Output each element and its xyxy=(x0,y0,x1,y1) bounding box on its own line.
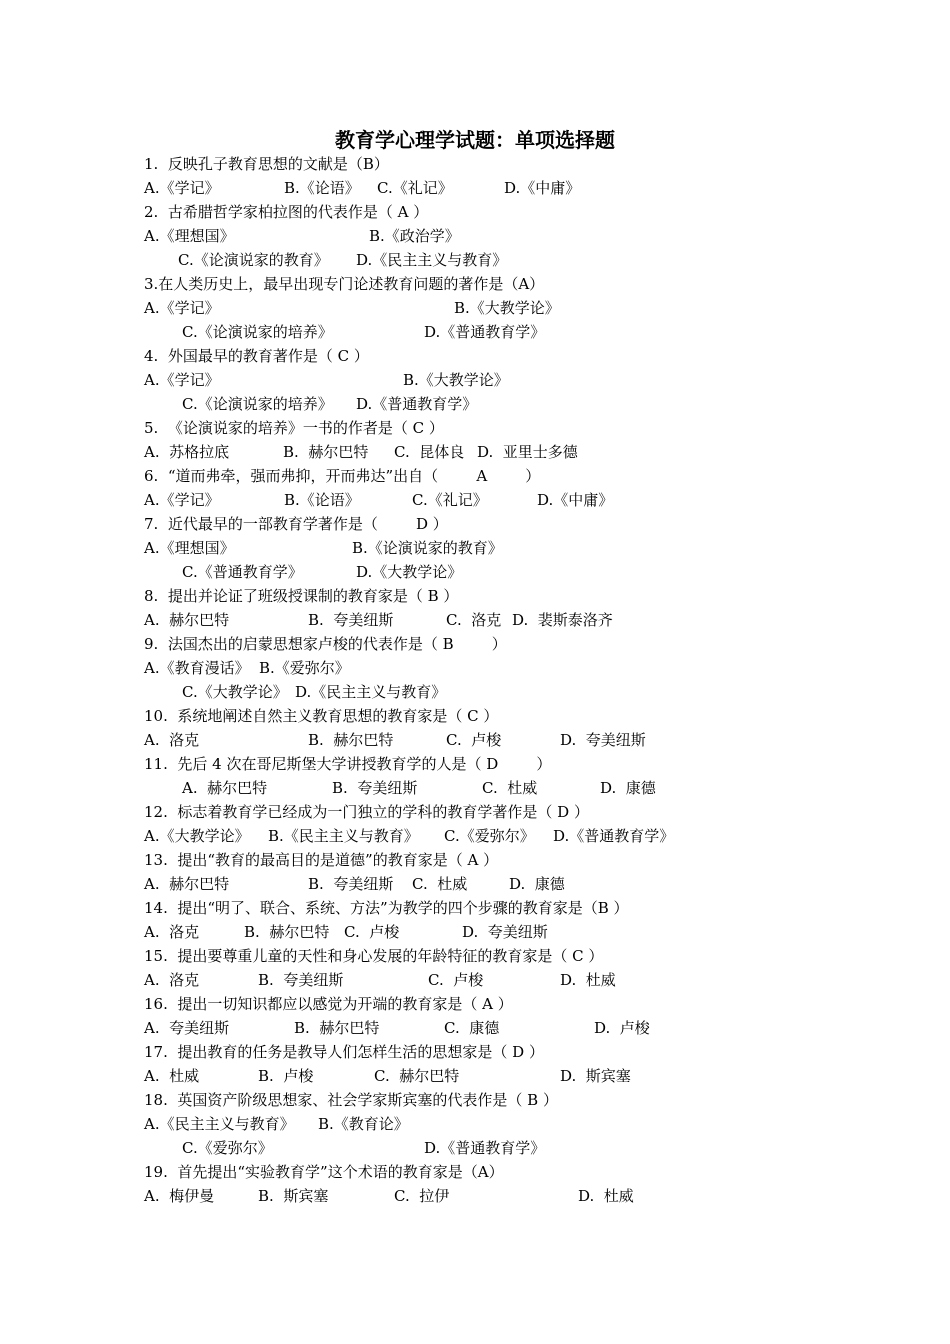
option-text: D.《民主主义与教育》 xyxy=(295,683,447,701)
option-text: D.《大教学论》 xyxy=(356,563,463,581)
option-text: B.《民主主义与教育》 xyxy=(268,827,419,845)
question-line: 4. 外国最早的教育著作是（ C ） xyxy=(144,347,369,365)
option-text: C. 赫尔巴特 xyxy=(374,1067,460,1085)
option-text: C.《论演说家的培养》 xyxy=(182,323,333,341)
option-text: C. 拉伊 xyxy=(394,1187,450,1205)
option-text: A. 杜威 xyxy=(144,1067,200,1085)
option-text: B.《教育论》 xyxy=(318,1115,409,1133)
option-text: B. 卢梭 xyxy=(258,1067,314,1085)
option-text: C.《大教学论》 xyxy=(182,683,288,701)
option-text: B. 夸美纽斯 xyxy=(332,779,418,797)
option-text: D. 康德 xyxy=(509,875,565,893)
option-text: C. 杜威 xyxy=(412,875,468,893)
option-text: D.《普通教育学》 xyxy=(356,395,478,413)
option-text: B.《论语》 xyxy=(284,179,360,197)
option-text: A.《学记》 xyxy=(144,179,220,197)
option-text: B. 赫尔巴特 xyxy=(244,923,330,941)
option-text: A. 梅伊曼 xyxy=(144,1187,215,1205)
option-text: B.《政治学》 xyxy=(369,227,460,245)
option-text: D. 夸美纽斯 xyxy=(560,731,646,749)
option-text: A.《民主主义与教育》 xyxy=(144,1115,295,1133)
option-text: B.《大教学论》 xyxy=(454,299,560,317)
option-text: B. 赫尔巴特 xyxy=(294,1019,380,1037)
question-line: 17. 提出教育的任务是教导人们怎样生活的思想家是（ D ） xyxy=(144,1043,544,1061)
option-text: A. 赫尔巴特 xyxy=(144,611,230,629)
option-text: B. 赫尔巴特 xyxy=(283,443,369,461)
option-text: A. 赫尔巴特 xyxy=(144,875,230,893)
option-text: D.《普通教育学》 xyxy=(424,323,546,341)
option-text: C. 洛克 xyxy=(446,611,502,629)
option-text: A.《教育漫话》 xyxy=(144,659,250,677)
option-text: D. 杜威 xyxy=(578,1187,634,1205)
option-text: A. 洛克 xyxy=(144,731,200,749)
question-line: 8. 提出并论证了班级授课制的教育家是（ B ） xyxy=(144,587,459,605)
option-text: A.《理想国》 xyxy=(144,539,235,557)
option-text: C. 杜威 xyxy=(482,779,538,797)
option-text: D. 斯宾塞 xyxy=(560,1067,631,1085)
question-line: 3.在人类历史上，最早出现专门论述教育问题的著作是（A） xyxy=(144,275,545,293)
option-text: C. 康德 xyxy=(444,1019,500,1037)
question-line: 15. 提出要尊重儿童的天性和身心发展的年龄特征的教育家是（ C ） xyxy=(144,947,604,965)
question-line: 9. 法国杰出的启蒙思想家卢梭的代表作是（ B ） xyxy=(144,635,507,653)
option-text: D.《民主主义与教育》 xyxy=(356,251,508,269)
option-text: D.《普通教育学》 xyxy=(553,827,675,845)
question-line: 5. 《论演说家的培养》一书的作者是（ C ） xyxy=(144,419,444,437)
option-text: D.《中庸》 xyxy=(537,491,614,509)
question-line: 12. 标志着教育学已经成为一门独立的学科的教育学著作是（ D ） xyxy=(144,803,589,821)
option-text: C.《论演说家的教育》 xyxy=(178,251,329,269)
option-text: C.《礼记》 xyxy=(377,179,453,197)
option-text: A. 洛克 xyxy=(144,923,200,941)
option-text: B.《大教学论》 xyxy=(403,371,509,389)
option-text: A. 洛克 xyxy=(144,971,200,989)
question-line: 11. 先后 4 次在哥尼斯堡大学讲授教育学的人是（ D ） xyxy=(144,755,552,773)
option-text: B.《论语》 xyxy=(284,491,360,509)
document-title: 教育学心理学试题：单项选择题 xyxy=(335,128,615,152)
option-text: D.《中庸》 xyxy=(504,179,581,197)
option-text: B. 夸美纽斯 xyxy=(308,875,394,893)
question-line: 16. 提出一切知识都应以感觉为开端的教育家是（ A ） xyxy=(144,995,513,1013)
option-text: C. 卢梭 xyxy=(446,731,502,749)
option-text: D. 康德 xyxy=(600,779,656,797)
option-text: C.《礼记》 xyxy=(412,491,488,509)
option-text: C.《爱弥尔》 xyxy=(444,827,535,845)
option-text: A.《学记》 xyxy=(144,491,220,509)
option-text: A. 苏格拉底 xyxy=(144,443,230,461)
option-text: C.《爱弥尔》 xyxy=(182,1139,273,1157)
question-line: 10. 系统地阐述自然主义教育思想的教育家是（ C ） xyxy=(144,707,499,725)
option-text: B. 夸美纽斯 xyxy=(308,611,394,629)
option-text: C. 昆体良 xyxy=(394,443,465,461)
question-line: 2. 古希腊哲学家柏拉图的代表作是（ A ） xyxy=(144,203,429,221)
option-text: D. 裴斯泰洛齐 xyxy=(512,611,613,629)
option-text: A.《大教学论》 xyxy=(144,827,250,845)
option-text: C.《普通教育学》 xyxy=(182,563,303,581)
option-text: A.《学记》 xyxy=(144,371,220,389)
option-text: D.《普通教育学》 xyxy=(424,1139,546,1157)
option-text: D. 夸美纽斯 xyxy=(462,923,548,941)
option-text: B. 赫尔巴特 xyxy=(308,731,394,749)
option-text: A.《学记》 xyxy=(144,299,220,317)
question-line: 13. 提出“教育的最高目的是道德”的教育家是（ A ） xyxy=(144,851,499,869)
option-text: D. 卢梭 xyxy=(594,1019,650,1037)
question-line: 19. 首先提出“实验教育学”这个术语的教育家是（A） xyxy=(144,1163,504,1181)
option-text: A.《理想国》 xyxy=(144,227,235,245)
option-text: A. 夸美纽斯 xyxy=(144,1019,230,1037)
option-text: B.《爱弥尔》 xyxy=(259,659,350,677)
option-text: C. 卢梭 xyxy=(344,923,400,941)
option-text: B. 夸美纽斯 xyxy=(258,971,344,989)
question-line: 14. 提出“明了、联合、系统、方法”为教学的四个步骤的教育家是（B ） xyxy=(144,899,629,917)
option-text: D. 亚里士多德 xyxy=(477,443,578,461)
question-line: 18. 英国资产阶级思想家、社会学家斯宾塞的代表作是（ B ） xyxy=(144,1091,558,1109)
option-text: A. 赫尔巴特 xyxy=(182,779,268,797)
option-text: C. 卢梭 xyxy=(428,971,484,989)
option-text: C.《论演说家的培养》 xyxy=(182,395,333,413)
option-text: B. 斯宾塞 xyxy=(258,1187,329,1205)
question-line: 7. 近代最早的一部教育学著作是（ D ） xyxy=(144,515,448,533)
option-text: D. 杜威 xyxy=(560,971,616,989)
option-text: B.《论演说家的教育》 xyxy=(352,539,503,557)
question-line: 1. 反映孔子教育思想的文献是（B） xyxy=(144,155,389,173)
question-line: 6. “道而弗牵，强而弗抑，开而弗达”出自（ A ） xyxy=(144,467,541,485)
